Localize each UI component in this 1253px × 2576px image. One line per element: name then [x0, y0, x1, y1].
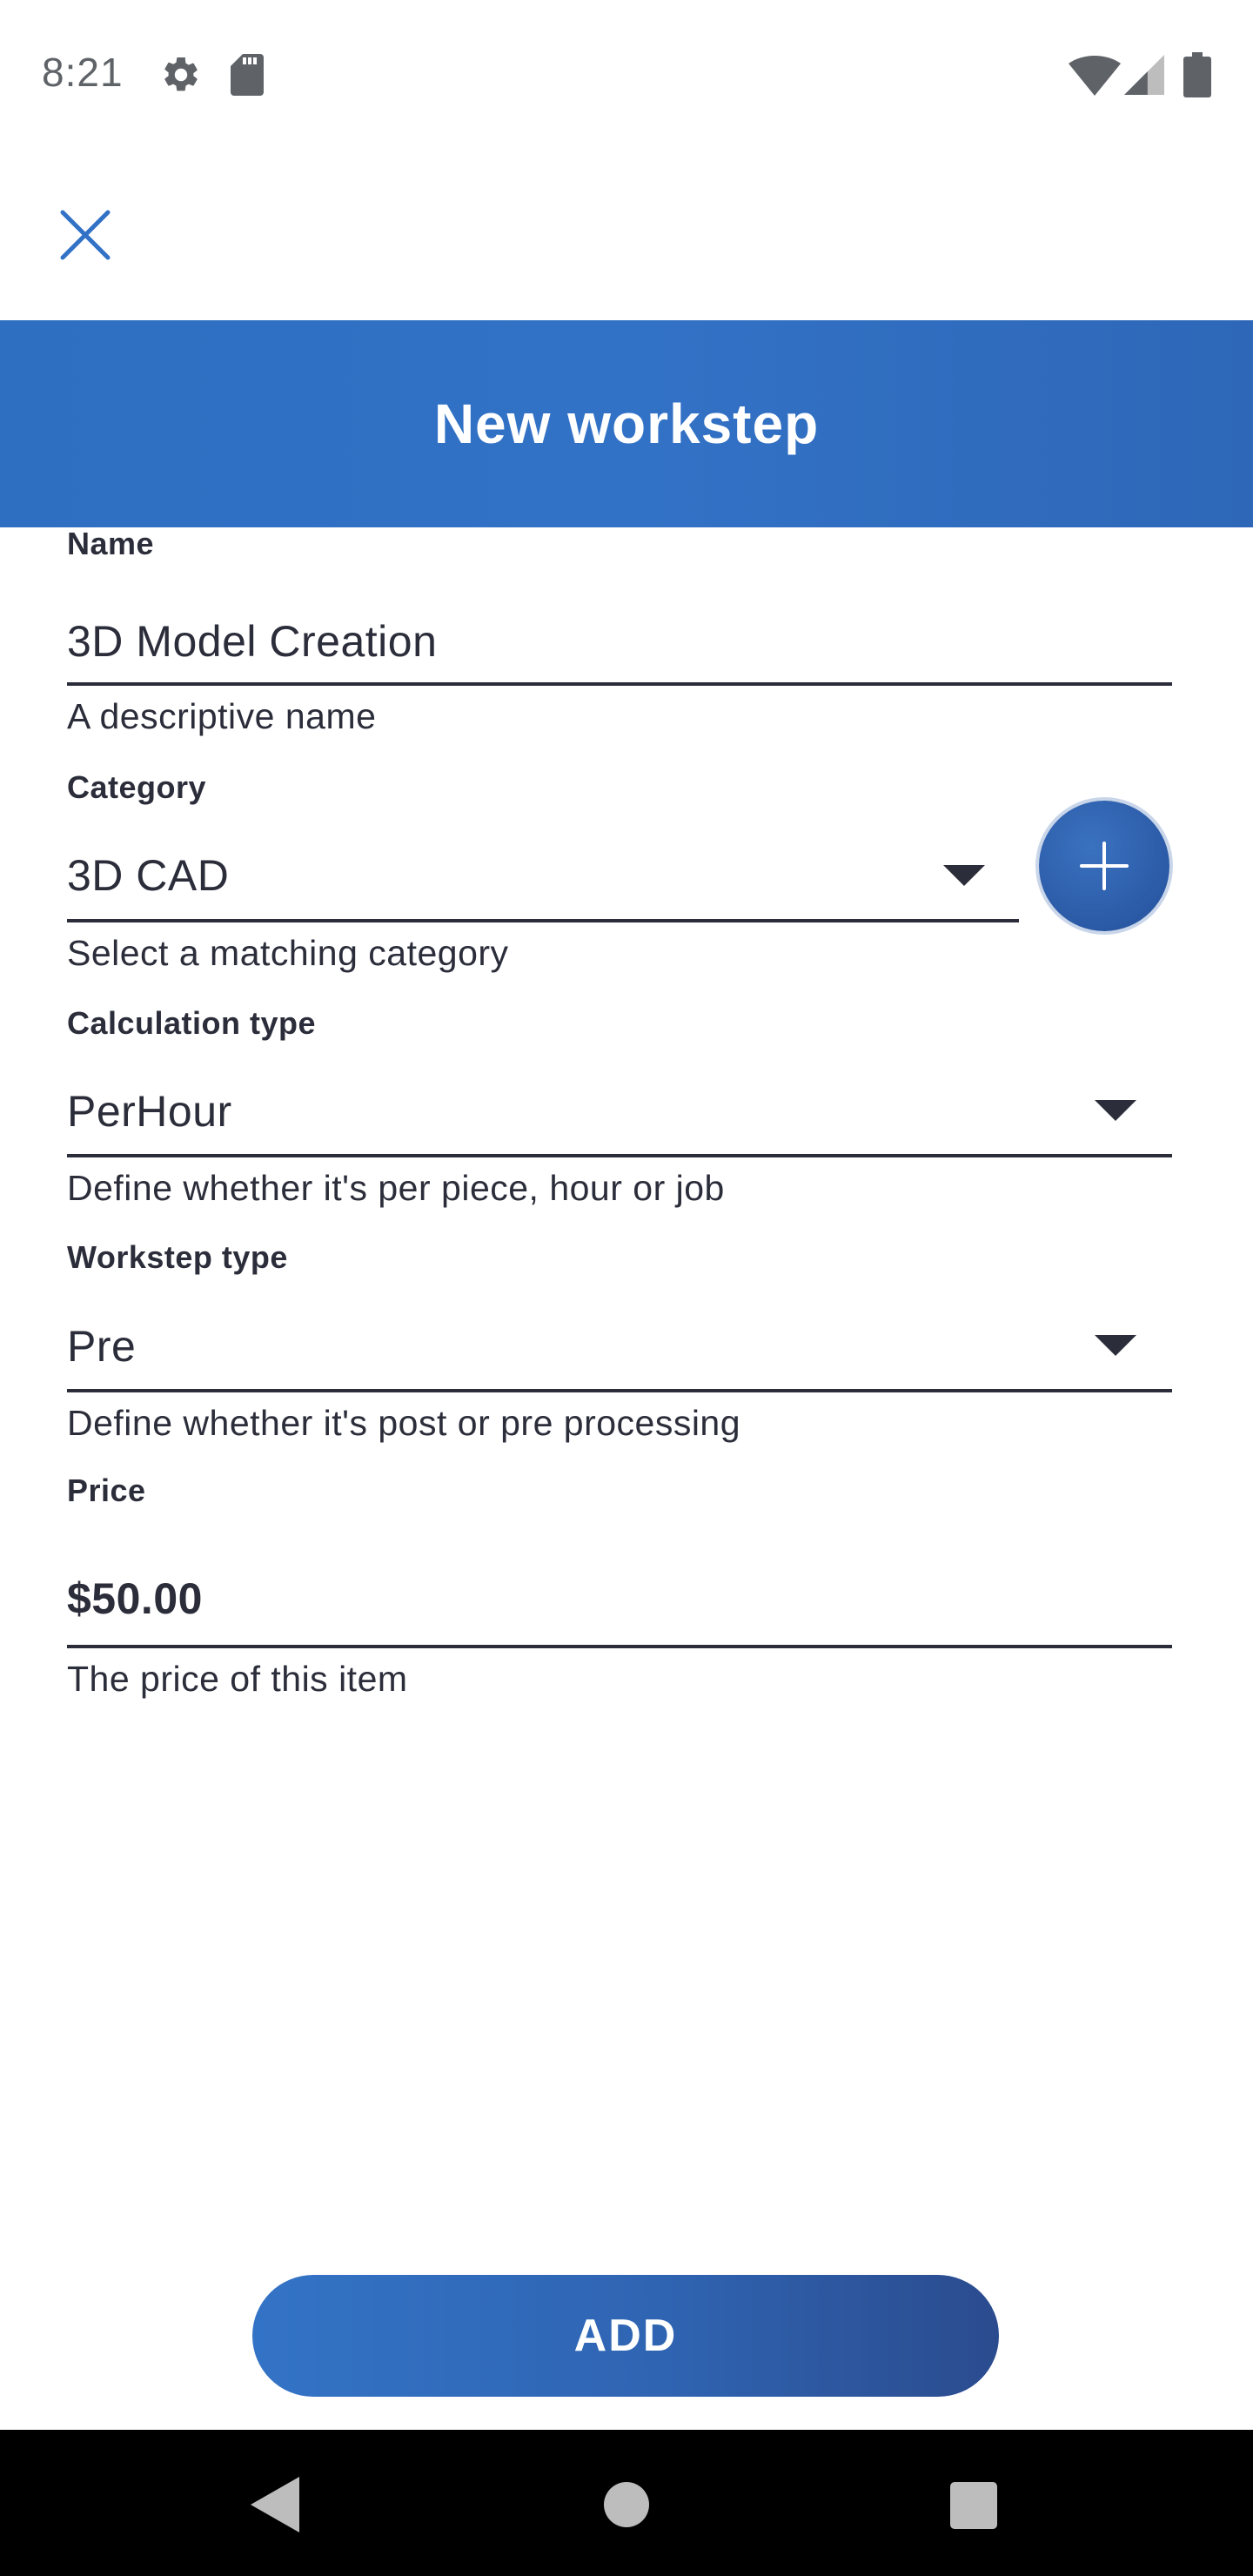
price-input[interactable]: $50.00 — [67, 1574, 203, 1623]
plus-icon — [1078, 840, 1130, 892]
page-title: New workstep — [433, 392, 820, 455]
name-label: Name — [67, 526, 155, 561]
category-value: 3D CAD — [67, 851, 230, 900]
home-icon[interactable] — [604, 2482, 649, 2527]
category-hint: Select a matching category — [67, 933, 509, 973]
gear-icon — [160, 54, 202, 96]
close-icon — [59, 209, 111, 261]
workstep-type-label: Workstep type — [67, 1239, 288, 1275]
chevron-down-icon — [943, 865, 985, 886]
name-underline — [67, 682, 1172, 686]
close-button[interactable] — [52, 202, 118, 268]
status-time: 8:21 — [42, 50, 124, 95]
price-label: Price — [67, 1472, 146, 1508]
calculation-type-hint: Define whether it's per piece, hour or job — [67, 1168, 725, 1208]
add-button[interactable] — [252, 2275, 999, 2397]
wifi-icon — [1069, 56, 1121, 96]
workstep-type-hint: Define whether it's post or pre processing — [67, 1403, 741, 1443]
calculation-type-underline — [67, 1154, 1172, 1157]
category-label: Category — [67, 769, 207, 805]
add-category-button[interactable] — [1039, 801, 1169, 931]
signal-icon — [1124, 54, 1164, 96]
category-underline — [67, 919, 1019, 922]
workstep-type-dropdown[interactable] — [67, 1305, 1172, 1392]
calculation-type-value: PerHour — [67, 1087, 232, 1136]
chevron-down-icon — [1095, 1100, 1136, 1121]
header-band — [0, 320, 1253, 527]
back-icon[interactable] — [251, 2477, 299, 2532]
status-bar — [0, 0, 1253, 153]
sd-card-icon — [230, 54, 266, 96]
price-underline — [67, 1645, 1172, 1648]
name-input[interactable]: 3D Model Creation — [67, 617, 438, 666]
name-hint: A descriptive name — [67, 696, 377, 736]
chevron-down-icon — [1095, 1335, 1136, 1356]
workstep-type-value: Pre — [67, 1322, 137, 1371]
add-button-label: ADD — [573, 2311, 678, 2361]
workstep-type-underline — [67, 1389, 1172, 1392]
price-hint: The price of this item — [67, 1659, 408, 1699]
recents-icon[interactable] — [950, 2482, 997, 2529]
battery-icon — [1183, 52, 1211, 97]
calculation-type-label: Calculation type — [67, 1005, 317, 1041]
calculation-type-dropdown[interactable] — [67, 1070, 1172, 1157]
